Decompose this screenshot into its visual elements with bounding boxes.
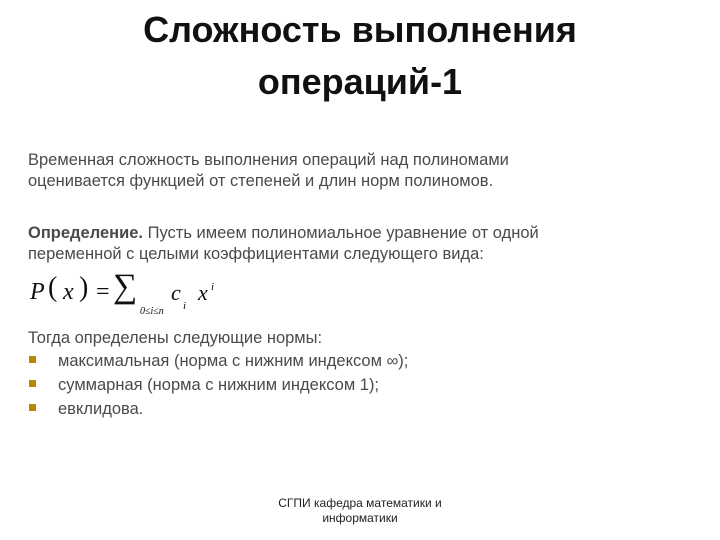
formula-sum-sign: ∑ [113,268,138,305]
formula-coefficient-index: i [183,300,187,312]
square-bullet-icon [29,404,36,411]
polynomial-formula [28,268,328,317]
footer-line2: информатики [322,511,398,525]
list-item [28,397,408,421]
intro-line1: Временная сложность выполнения операций над полиномами [28,151,509,169]
norms-list [28,349,408,421]
slide-footer [240,496,480,526]
list-item [28,373,408,397]
definition-line2: переменной с целыми коэффициентами следующего вида: [28,245,484,263]
norm-euclid: евклидова. [58,400,144,418]
slide-title [0,4,720,108]
formula-x-arg: x [63,279,74,305]
intro-paragraph [28,150,628,192]
slide-title-line2: операций-1 [257,61,463,102]
formula-open-paren: ( [48,272,58,303]
formula-exponent: i [211,281,215,293]
square-bullet-icon [29,356,36,363]
formula-coefficient: c [171,280,181,305]
formula-variable: x [198,280,208,305]
formula-P: P [30,279,45,305]
formula-equals: = [96,279,110,305]
norm-sum: суммарная (норма с нижним индексом 1); [58,376,380,394]
formula-sum-subscript: 0≤i≤n [140,306,164,317]
definition-line1 [28,223,628,244]
footer-line1: СГПИ кафедра математики и [278,496,442,510]
norms-intro: Тогда определены следующие нормы: [28,329,323,347]
definition-paragraph [28,223,628,265]
definition-label: Определение. [28,224,144,242]
square-bullet-icon [29,380,36,387]
list-item [28,349,408,373]
formula-close-paren: ) [79,272,89,303]
definition-text-line1: Пусть имеем полиномиальное уравнение от одной [143,224,539,242]
norm-max: максимальная (норма с нижним индексом ∞); [58,352,409,370]
slide-title-line1: Сложность выполнения [143,9,577,50]
intro-line2: оценивается функцией от степеней и длин норм полиномов. [28,172,494,190]
